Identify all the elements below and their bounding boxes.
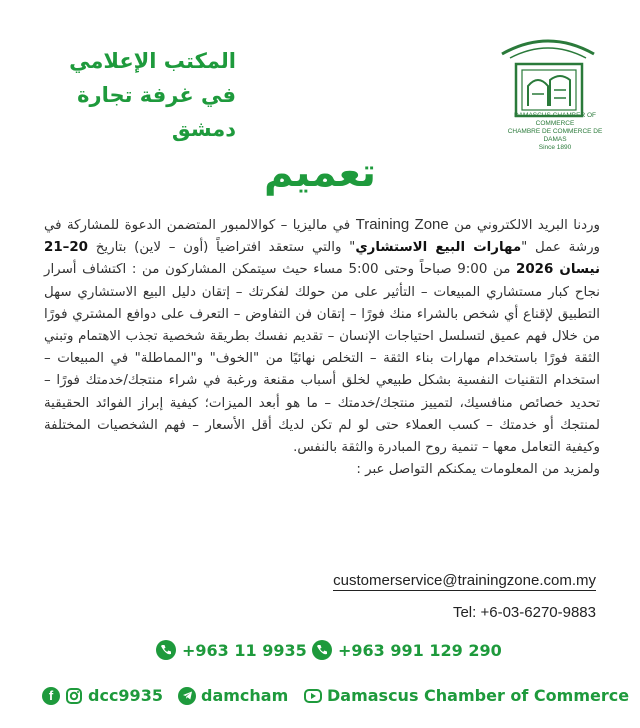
logo-caption	[500, 112, 610, 152]
footer-social-fb-ig[interactable]	[42, 686, 163, 705]
body-text: في ماليزيا – كوالالمبور المتضمن الدعوة للمشاركة في ورشة عمل "	[44, 218, 600, 256]
logo-since: Since 1890	[538, 144, 572, 151]
phone-icon	[156, 640, 176, 660]
media-office-title	[36, 44, 236, 146]
logo-caption-fr: CHAMBRE DE COMMERCE DE DAMAS	[507, 128, 603, 143]
youtube-icon	[304, 687, 322, 705]
phone-number-1: +963 991 129 290	[338, 640, 502, 660]
contact-email-link[interactable]: customerservice@trainingzone.com.my	[333, 572, 596, 589]
facebook-icon: f	[42, 687, 60, 705]
contact-intro: ولمزيد من المعلومات يمكنكم التواصل عبر :	[356, 462, 600, 478]
body-text: وردنا البريد الالكتروني من	[448, 218, 600, 233]
office-line-2: في غرفة تجارة دمشق	[77, 83, 236, 141]
social-handle-telegram: damcham	[201, 686, 289, 705]
office-line-1: المكتب الإعلامي	[69, 49, 236, 73]
body-text: " والتي ستعقد افتراضياً (أون – لاين) بتاريخ	[87, 240, 356, 256]
social-handle-dcc: dcc9935	[88, 686, 163, 705]
logo-caption-en: DAMASCUS CHAMBER OF COMMERCE	[514, 112, 596, 127]
footer-phone-2[interactable]	[156, 640, 307, 660]
workshop-date: 20–21 نيسان 2026	[44, 240, 600, 278]
body-text: من 9:00 صباحاً وحتى 5:00 مساء حيث سيتمكن المشاركون من : اكتشاف أسرار نجاح كبار مستشاري المبيعات – التأثير على من حولك لفكرتك – إتقان دليل البيع الاستشاري سهل التطبيق لإقناع أي شخص بالشراء منك فورًا – إتقان فن التفاوض – التعرف على دوافع المشتري فورًا من خلال فهم عميق لتسلسل احتياجات الإنسان – تقديم نفسك بطريقة شخصية تجذب الاهتمام وتبني الثقة فورًا باستخدام مهارات بناء الثقة – التخلص نهائيًا من "الخوف" و"المماطلة" في المبيعات – استخدام التقنيات النفسية بشكل طبيعي لخلق أسباب مقنعة ورغبة في شراء منتجك/خدمتك فورًا – تحديد خصائص منافسيك، لتمييز منتجك/خدمتك – ما هو أبعد الميزات؛ كيفية إبراز الفوائد الحقيقية لمنتجك أو خدمتك – كسب العملاء حتى لو لم تكن لديك أقل الأسعار – فهم الشخصيات المختلفة وكيفية التعامل معها – تنمية روح المبادرة والثقة بالنفس.	[44, 262, 600, 456]
organizer-name: Training Zone	[355, 216, 449, 233]
phone-icon	[312, 640, 332, 660]
telegram-icon	[178, 687, 196, 705]
social-handle-youtube: Damascus Chamber of Commerce	[327, 686, 630, 705]
contact-telephone: Tel: +6-03-6270-9883	[452, 604, 596, 621]
footer-phone-1[interactable]	[312, 640, 502, 660]
page-title: تعميم	[263, 150, 377, 196]
body-paragraph	[44, 214, 600, 459]
instagram-icon	[65, 687, 83, 705]
footer-social-telegram[interactable]	[178, 686, 288, 705]
workshop-title: مهارات البيع الاستشاري	[355, 240, 522, 256]
footer-social-youtube[interactable]	[304, 686, 629, 705]
phone-number-2: +963 11 9935	[182, 640, 307, 660]
circular-body	[44, 214, 600, 481]
